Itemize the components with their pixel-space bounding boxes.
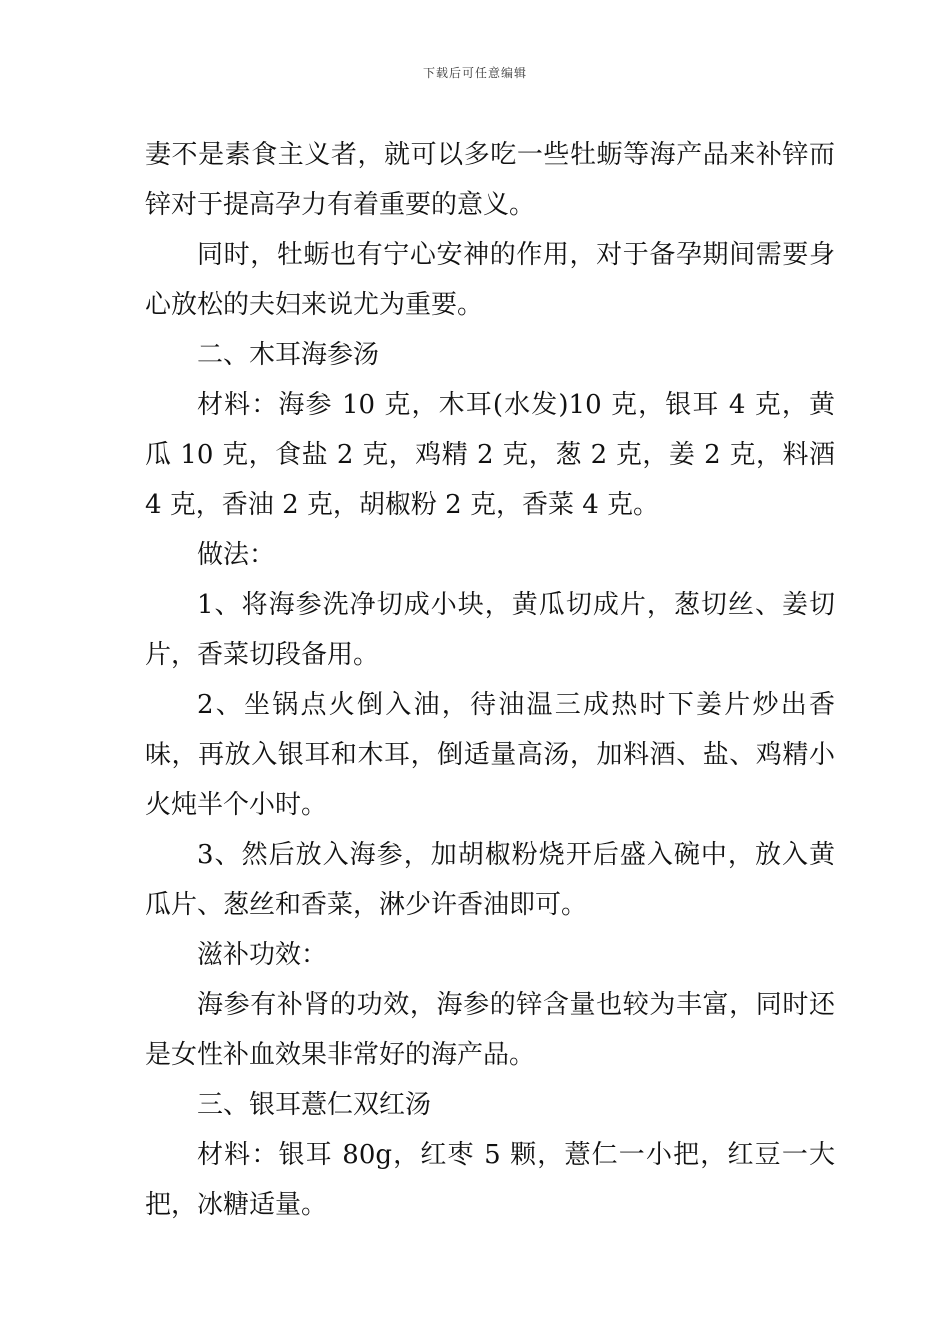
section-heading-3: 三、银耳薏仁双红汤: [197, 1090, 432, 1120]
document-body: [145, 130, 835, 1230]
section-heading-2: 二、木耳海参汤: [197, 340, 380, 370]
step-3: 3、然后放入海参，加胡椒粉烧开后盛入碗中，放入黄瓜片、葱丝和香菜，淋少许香油即可。: [145, 840, 835, 920]
benefits-paragraph: 海参有补肾的功效，海参的锌含量也较为丰富，同时还是女性补血效果非常好的海产品。: [145, 990, 835, 1070]
paragraph-2: 同时，牡蛎也有宁心安神的作用，对于备孕期间需要身心放松的夫妇来说尤为重要。: [145, 240, 835, 320]
ingredients-paragraph-3: 材料：银耳 80g，红枣 5 颗，薏仁一小把，红豆一大把，冰糖适量。: [145, 1140, 835, 1220]
paragraph-1: 妻不是素食主义者，就可以多吃一些牡蛎等海产品来补锌而锌对于提高孕力有着重要的意义。: [145, 140, 835, 220]
ingredients-paragraph: 材料：海参 10 克，木耳(水发)10 克，银耳 4 克，黄瓜 10 克，食盐 2 克，鸡精 2 克，葱 2 克，姜 2 克，料酒 4 克，香油 2 克，胡椒粉 2 克，香菜 4 克。: [145, 390, 835, 520]
step-2: 2、坐锅点火倒入油，待油温三成热时下姜片炒出香味，再放入银耳和木耳，倒适量高汤，加料酒、盐、鸡精小火炖半个小时。: [145, 690, 835, 820]
benefits-label: 滋补功效：: [197, 940, 328, 970]
page-header: 下载后可任意编辑: [422, 66, 527, 80]
method-label: 做法：: [197, 540, 276, 570]
step-1: 1、将海参洗净切成小块，黄瓜切成片，葱切丝、姜切片，香菜切段备用。: [145, 590, 835, 670]
